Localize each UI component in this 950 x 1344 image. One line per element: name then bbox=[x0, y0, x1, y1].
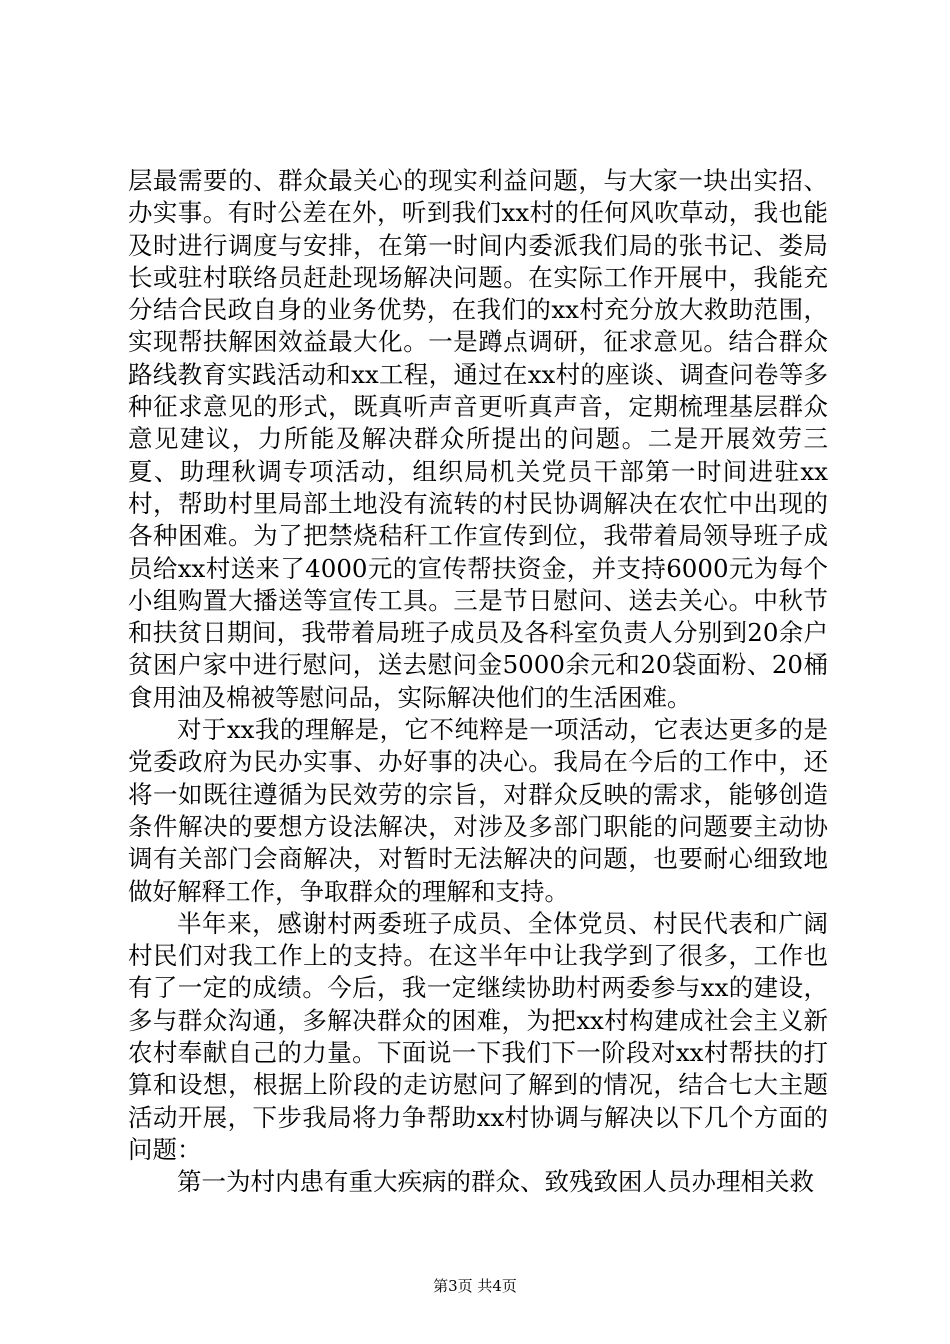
paragraph-continuation: 层最需要的、群众最关心的现实利益问题，与大家一块出实招、办实事。有时公差在外，听到我们xx村的任何风吹草动，我也能及时进行调度与安排，在第一时间内委派我们局的张书记、娄局长或驻村联络员赶赴现场解决问题。在实际工作开展中，我能充分结合民政自身的业务优势，在我们的xx村充分放大救助范围，实现帮扶解困效益最大化。一是蹲点调研，征求意见。结合群众路线教育实践活动和xx工程，通过在xx村的座谈、调查问卷等多种征求意见的形式，既真听声音更听真声音，定期梳理基层群众意见建议，力所能及解决群众所提出的问题。二是开展效劳三夏、助理秋调专项活动，组织局机关党员干部第一时间进驻xx村，帮助村里局部土地没有流转的村民协调解决在农忙中出现的各种困难。为了把禁烧秸秆工作宣传到位，我带着局领导班子成员给xx村送来了4000元的宣传帮扶资金，并支持6000元为每个小组购置大播送等宣传工具。三是节日慰问、送去关心。中秋节和扶贫日期间，我带着局班子成员及各科室负责人分别到20余户贫困户家中进行慰问，送去慰问金5000余元和20袋面粉、20桶食用油及棉被等慰问品，实际解决他们的生活困难。 bbox=[128, 166, 828, 712]
paragraph-half-year-summary: 半年来，感谢村两委班子成员、全体党员、村民代表和广阔村民们对我工作上的支持。在这半年中让我学到了很多，工作也有了一定的成绩。今后，我一定继续协助村两委参与xx的建设，多与群众沟通，多解决群众的困难，为把xx村构建成社会主义新农村奉献自己的力量。下面说一下我们下一阶段对xx村帮扶的打算和设想，根据上阶段的走访慰问了解到的情况，结合七大主题活动开展，下步我局将力争帮助xx村协调与解决以下几个方面的问题： bbox=[128, 908, 828, 1164]
paragraph-understanding: 对于xx我的理解是，它不纯粹是一项活动，它表达更多的是党委政府为民办实事、办好事的决心。我局在今后的工作中，还将一如既往遵循为民效劳的宗旨，对群众反映的需求，能够创造条件解决的要想方设法解决，对涉及多部门职能的问题要主动协调有关部门会商解决，对暂时无法解决的问题，也要耐心细致地做好解释工作，争取群众的理解和支持。 bbox=[128, 715, 828, 906]
page-number-footer: 第3页 共4页 bbox=[433, 1277, 517, 1295]
paragraph-first-item: 第一为村内患有重大疾病的群众、致残致困人员办理相关救 bbox=[177, 1167, 814, 1197]
document-body bbox=[128, 165, 828, 1199]
